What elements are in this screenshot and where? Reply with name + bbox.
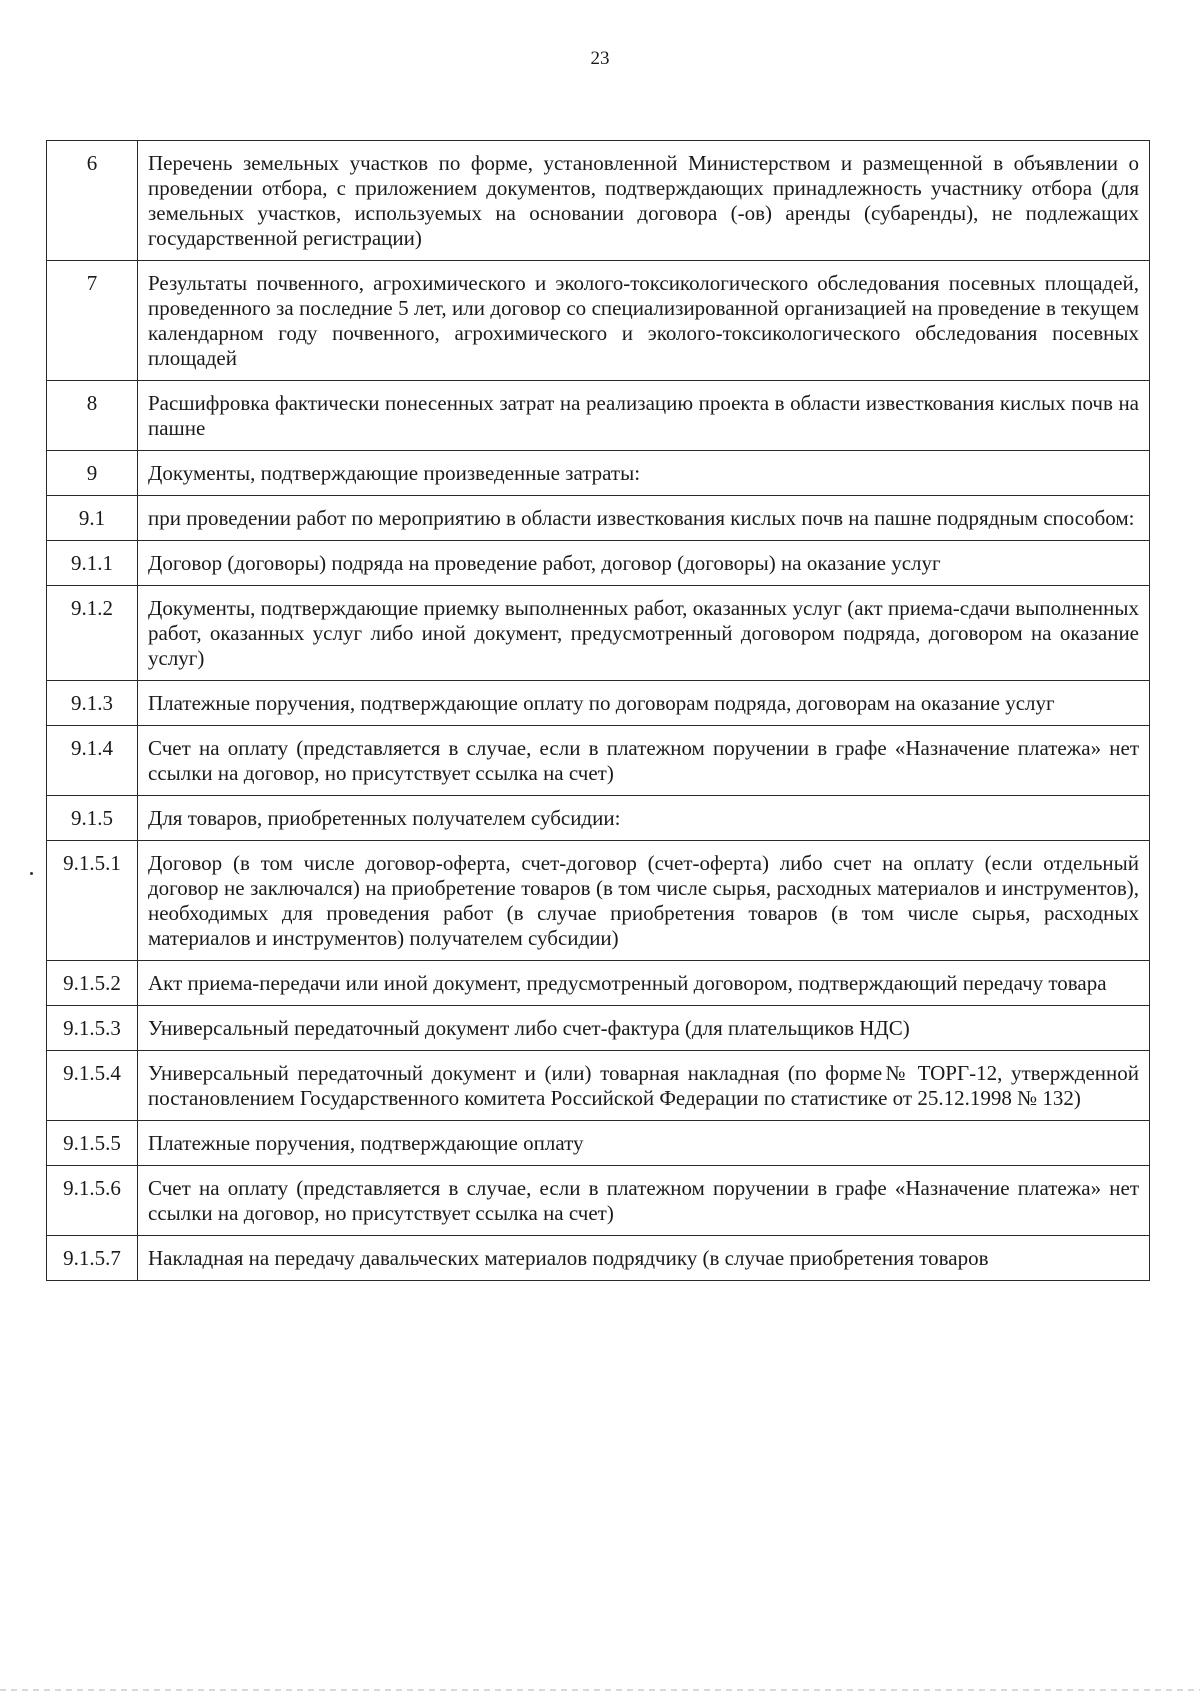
documents-table [46, 140, 1150, 1281]
table-row [47, 681, 1150, 726]
row-number: 9.1.3 [47, 681, 138, 726]
row-text: Для товаров, приобретенных получателем субсидии: [138, 796, 1150, 841]
row-number: 9 [47, 451, 138, 496]
table-row [47, 1166, 1150, 1236]
row-text: Результаты почвенного, агрохимического и эколого-токсикологического обследования посевных площадей, проведенного за последние 5 лет, или договор со специализированной организацией на проведение в текущем календарном году почвенного, агрохимического и эколого-токсикологического обследования посевных площадей [138, 261, 1150, 381]
table-row [47, 1121, 1150, 1166]
row-text: при проведении работ по мероприятию в области известкования кислых почв на пашне подрядным способом: [138, 496, 1150, 541]
table-row [47, 261, 1150, 381]
row-number: 9.1.5 [47, 796, 138, 841]
row-text: Договор (в том числе договор-оферта, счет-договор (счет-оферта) либо счет на оплату (если отдельный договор не заключался) на приобретение товаров (в том числе сырья, расходных материалов и инструментов), необходимых для проведения работ (в случае приобретения товаров (в том числе сырья, расходных материалов и инструментов) получателем субсидии) [138, 841, 1150, 961]
row-number: 9.1.5.7 [47, 1236, 138, 1281]
table-row [47, 1051, 1150, 1121]
row-number: 9.1.5.5 [47, 1121, 138, 1166]
row-number: 9.1.1 [47, 541, 138, 586]
row-number: 6 [47, 141, 138, 261]
row-number: 9.1.4 [47, 726, 138, 796]
table-row [47, 141, 1150, 261]
row-number: 9.1 [47, 496, 138, 541]
row-number: 7 [47, 261, 138, 381]
page-number: 23 [590, 48, 610, 69]
row-text: Расшифровка фактически понесенных затрат на реализацию проекта в области известкования кислых почв на пашне [138, 381, 1150, 451]
row-text: Универсальный передаточный документ либо счет-фактура (для плательщиков НДС) [138, 1006, 1150, 1051]
row-text: Документы, подтверждающие приемку выполненных работ, оказанных услуг (акт приема-сдачи выполненных работ, оказанных услуг либо иной документ, предусмотренный договором подряда, договором на оказание услуг) [138, 586, 1150, 681]
row-number: 9.1.5.1 [47, 841, 138, 961]
table-row [47, 726, 1150, 796]
row-number: 9.1.5.6 [47, 1166, 138, 1236]
table-row [47, 586, 1150, 681]
row-text: Счет на оплату (представляется в случае, если в платежном поручении в графе «Назначение платежа» нет ссылки на договор, но присутствует ссылка на счет) [138, 1166, 1150, 1236]
table-row [47, 1006, 1150, 1051]
row-number: 9.1.5.2 [47, 961, 138, 1006]
row-text: Документы, подтверждающие произведенные затраты: [138, 451, 1150, 496]
row-number: 8 [47, 381, 138, 451]
row-text: Платежные поручения, подтверждающие оплату [138, 1121, 1150, 1166]
table-row [47, 961, 1150, 1006]
table-row [47, 1236, 1150, 1281]
row-text: Перечень земельных участков по форме, установленной Министерством и размещенной в объявлении о проведении отбора, с приложением документов, подтверждающих принадлежность участнику отбора (для земельных участков, используемых на основании договора (-ов) аренды (субаренды), не подлежащих государственной регистрации) [138, 141, 1150, 261]
row-text: Акт приема-передачи или иной документ, предусмотренный договором, подтверждающий передачу товара [138, 961, 1150, 1006]
table-row [47, 381, 1150, 451]
table-row [47, 796, 1150, 841]
row-text: Счет на оплату (представляется в случае, если в платежном поручении в графе «Назначение платежа» нет ссылки на договор, но присутствует ссылка на счет) [138, 726, 1150, 796]
row-text: Платежные поручения, подтверждающие оплату по договорам подряда, договорам на оказание услуг [138, 681, 1150, 726]
row-text: Универсальный передаточный документ и (или) товарная накладная (по форме№ ТОРГ-12, утвержденной постановлением Государственного комитета Российской Федерации по статистике от 25.12.1998 № 132) [138, 1051, 1150, 1121]
row-text: Договор (договоры) подряда на проведение работ, договор (договоры) на оказание услуг [138, 541, 1150, 586]
table-row [47, 451, 1150, 496]
row-text: Накладная на передачу давальческих материалов подрядчику (в случае приобретения товаров [138, 1236, 1150, 1281]
row-number: 9.1.5.3 [47, 1006, 138, 1051]
scan-edge-artifact [0, 1689, 1200, 1691]
table-row [47, 496, 1150, 541]
scan-speck [30, 872, 33, 875]
row-number: 9.1.2 [47, 586, 138, 681]
table-row [47, 541, 1150, 586]
row-number: 9.1.5.4 [47, 1051, 138, 1121]
table-row [47, 841, 1150, 961]
